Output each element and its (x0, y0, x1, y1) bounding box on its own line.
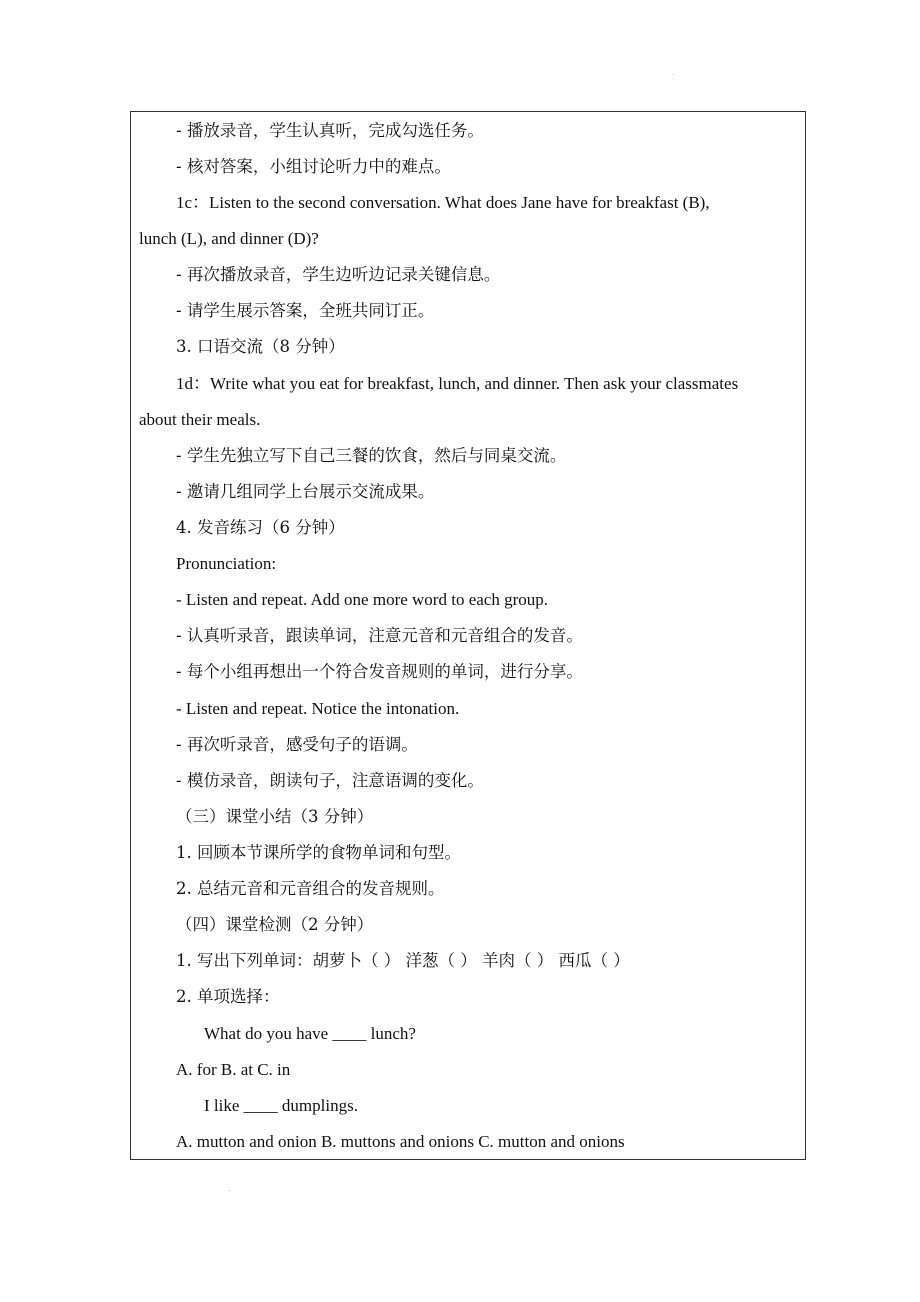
activity-1c-line-1: 1c：Listen to the second conversation. What does Jane have for breakfast (B), (176, 193, 710, 212)
section-class-summary: （三）课堂小结（3 分钟） (176, 807, 374, 826)
step-group-word-share: - 每个小组再想出一个符合发音规则的单词，进行分享。 (176, 662, 583, 681)
step-check-answers: - 核对答案，小组讨论听力中的难点。 (176, 157, 451, 176)
step-show-answers: - 请学生展示答案，全班共同订正。 (176, 301, 435, 320)
step-imitate-recording: - 模仿录音，朗读句子，注意语调的变化。 (176, 771, 484, 790)
pronunciation-heading: Pronunciation: (176, 554, 277, 573)
question-2-options: A. mutton and onion B. muttons and onions C. mutton and onions (176, 1132, 625, 1151)
activity-1d-line-1: 1d：Write what you eat for breakfast, lunch, and dinner. Then ask your classmates (176, 374, 739, 393)
top-page-mark: · (672, 70, 675, 79)
test-single-choice: 2. 单项选择： (176, 987, 280, 1006)
step-write-meals: - 学生先独立写下自己三餐的饮食，然后与同桌交流。 (176, 446, 567, 465)
step-play-recording: - 播放录音，学生认真听，完成勾选任务。 (176, 121, 484, 140)
question-2: I like ____ dumplings. (204, 1096, 358, 1115)
step-invite-groups: - 邀请几组同学上台展示交流成果。 (176, 482, 435, 501)
section-pronunciation-practice: 4. 发音练习（6 分钟） (176, 518, 345, 537)
activity-1c-line-2: lunch (L), and dinner (D)? (139, 229, 319, 248)
question-1: What do you have ____ lunch? (204, 1024, 416, 1043)
summary-item-1: 1. 回顾本节课所学的食物单词和句型。 (176, 843, 461, 862)
pronunciation-task-1: - Listen and repeat. Add one more word to each group. (176, 590, 548, 609)
summary-item-2: 2. 总结元音和元音组合的发音规则。 (176, 879, 445, 898)
section-oral-communication: 3. 口语交流（8 分钟） (176, 337, 345, 356)
step-feel-intonation: - 再次听录音，感受句子的语调。 (176, 735, 418, 754)
step-replay-recording: - 再次播放录音，学生边听边记录关键信息。 (176, 265, 501, 284)
activity-1d-line-2: about their meals. (139, 410, 261, 429)
step-follow-reading: - 认真听录音，跟读单词，注意元音和元音组合的发音。 (176, 626, 583, 645)
bottom-page-mark: · (228, 1186, 231, 1195)
question-1-options: A. for B. at C. in (176, 1060, 291, 1079)
lesson-plan-table-cell (130, 111, 806, 1160)
section-class-test: （四）课堂检测（2 分钟） (176, 915, 374, 934)
pronunciation-task-2: - Listen and repeat. Notice the intonation. (176, 699, 460, 718)
test-word-writing: 1. 写出下列单词：胡萝卜（ ） 洋葱（ ） 羊肉（ ） 西瓜（ ） (176, 951, 630, 970)
